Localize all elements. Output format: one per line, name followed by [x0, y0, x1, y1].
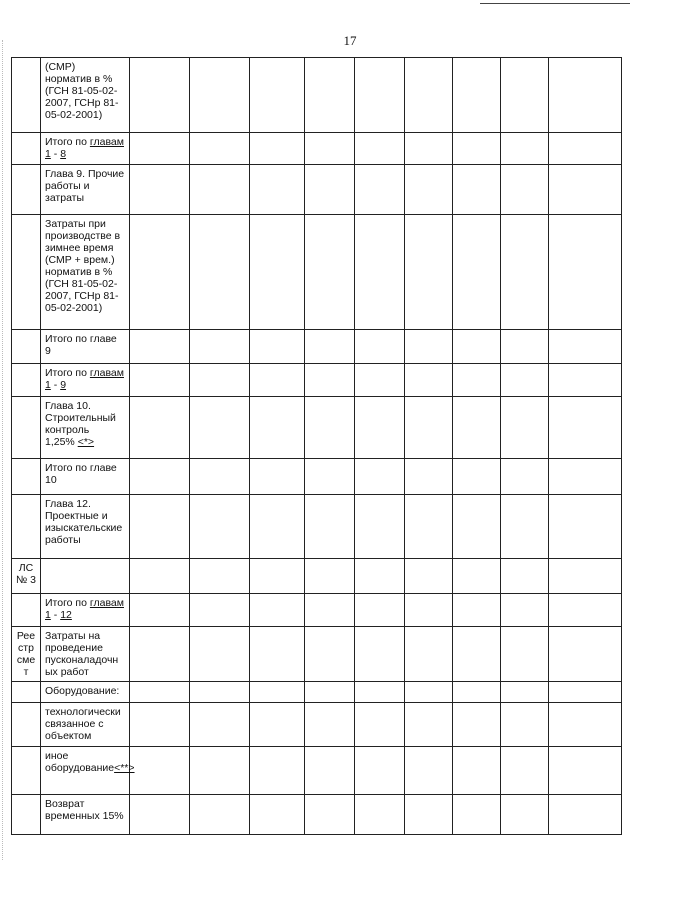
row-label-cell — [41, 747, 135, 795]
row-label-cell — [41, 165, 130, 215]
value-cell — [305, 133, 355, 165]
label-text: 9 — [45, 345, 51, 357]
label-text: изыскательские — [45, 522, 123, 534]
value-cell — [549, 364, 622, 397]
value-cell — [501, 165, 549, 215]
table-row — [12, 747, 622, 795]
value-cell — [549, 165, 622, 215]
value-cell — [501, 627, 549, 682]
value-cell — [355, 627, 405, 682]
value-cell — [190, 58, 250, 133]
value-cell — [250, 627, 305, 682]
value-cell — [305, 330, 355, 364]
value-cell — [305, 703, 355, 747]
value-cell — [453, 364, 501, 397]
row-label-cell — [41, 397, 130, 459]
value-cell — [501, 495, 549, 559]
table-row — [12, 703, 622, 747]
value-cell — [130, 330, 190, 364]
label-text: (СМР) — [45, 61, 76, 73]
label-text: Возврат — [45, 798, 85, 810]
label-text: Затраты на — [45, 630, 101, 642]
value-cell — [190, 364, 250, 397]
row-ref-cell — [12, 397, 41, 459]
value-cell — [405, 495, 453, 559]
value-cell — [453, 747, 501, 795]
label-text: Итого по — [45, 367, 90, 379]
page-number: 17 — [343, 33, 357, 48]
row-label-cell — [41, 703, 130, 747]
value-cell — [549, 133, 622, 165]
value-cell — [405, 330, 453, 364]
value-cell — [190, 215, 250, 330]
label-text: 2007, ГСНр 81- — [45, 97, 119, 109]
value-cell — [130, 133, 190, 165]
label-text: связанное с — [45, 718, 104, 730]
label-text: Оборудование: — [45, 685, 120, 697]
value-cell — [130, 495, 190, 559]
estimate-table — [11, 57, 622, 835]
value-cell — [549, 627, 622, 682]
table-body — [12, 58, 622, 835]
row-ref-cell — [12, 364, 41, 397]
label-text: (ГСН 81-05-02- — [45, 85, 118, 97]
value-cell — [549, 559, 622, 594]
table-row — [12, 682, 622, 703]
value-cell — [453, 215, 501, 330]
value-cell — [549, 795, 622, 835]
value-cell — [130, 627, 190, 682]
value-cell — [405, 459, 453, 495]
table-row — [12, 397, 622, 459]
row-ref-cell — [12, 215, 41, 330]
value-cell — [405, 364, 453, 397]
row-ref-cell — [12, 165, 41, 215]
value-cell — [405, 397, 453, 459]
value-cell — [190, 559, 250, 594]
table-row — [12, 215, 622, 330]
value-cell — [549, 330, 622, 364]
value-cell — [405, 795, 453, 835]
value-cell — [250, 682, 305, 703]
value-cell — [250, 215, 305, 330]
value-cell — [501, 594, 549, 627]
value-cell — [250, 397, 305, 459]
value-cell — [501, 703, 549, 747]
row-ref-cell — [12, 703, 41, 747]
value-cell — [305, 594, 355, 627]
label-text: 1 — [45, 379, 51, 391]
label-text: главам — [89, 367, 124, 379]
value-cell — [190, 703, 250, 747]
table-row — [12, 594, 622, 627]
label-text: Итого по главе — [45, 462, 117, 474]
label-text: (СМР + врем.) — [45, 254, 115, 266]
label-text: главам — [89, 597, 124, 609]
label-text: 1 — [45, 148, 51, 160]
table-row — [12, 459, 622, 495]
value-cell — [453, 703, 501, 747]
value-cell — [405, 559, 453, 594]
value-cell — [305, 165, 355, 215]
value-cell — [405, 594, 453, 627]
table-row — [12, 364, 622, 397]
value-cell — [130, 747, 190, 795]
value-cell — [453, 795, 501, 835]
value-cell — [501, 559, 549, 594]
label-text: пусконаладочн — [45, 654, 119, 666]
row-label-cell — [41, 594, 130, 627]
value-cell — [549, 703, 622, 747]
row-ref-cell — [12, 58, 41, 133]
value-cell — [501, 58, 549, 133]
value-cell — [250, 594, 305, 627]
value-cell — [501, 215, 549, 330]
value-cell — [130, 703, 190, 747]
value-cell — [355, 364, 405, 397]
value-cell — [549, 682, 622, 703]
value-cell — [355, 58, 405, 133]
value-cell — [501, 459, 549, 495]
label-text: 05-02-2001) — [45, 302, 103, 314]
label-text: работы — [45, 534, 81, 546]
label-text: 1 — [45, 609, 51, 621]
value-cell — [453, 165, 501, 215]
value-cell — [305, 495, 355, 559]
label-text: оборудование — [45, 762, 115, 774]
table-row — [12, 559, 622, 594]
value-cell — [355, 397, 405, 459]
table-row — [12, 627, 622, 682]
label-text: Итого по — [45, 597, 90, 609]
label-text: <*> — [77, 436, 95, 448]
row-label-cell — [41, 215, 130, 330]
row-ref-cell — [12, 682, 41, 703]
label-text: Глава 12. — [45, 498, 91, 510]
value-cell — [549, 215, 622, 330]
value-cell — [355, 703, 405, 747]
value-cell — [549, 397, 622, 459]
row-ref-cell — [12, 459, 41, 495]
table-row — [12, 133, 622, 165]
value-cell — [190, 627, 250, 682]
top-rule — [480, 3, 630, 4]
value-cell — [305, 364, 355, 397]
row-ref-cell: ЛС № 3 — [12, 559, 41, 594]
value-cell — [190, 495, 250, 559]
label-text: временных 15% — [45, 810, 124, 822]
value-cell — [305, 682, 355, 703]
value-cell — [250, 133, 305, 165]
label-text: Глава 9. Прочие — [45, 168, 125, 180]
row-label-cell — [41, 459, 130, 495]
row-ref-cell — [12, 795, 41, 835]
value-cell — [355, 682, 405, 703]
label-text: иное — [45, 750, 69, 762]
value-cell — [250, 58, 305, 133]
value-cell — [405, 133, 453, 165]
label-text: технологически — [45, 706, 121, 718]
value-cell — [549, 459, 622, 495]
label-text: норматив в % — [45, 266, 113, 278]
value-cell — [130, 364, 190, 397]
label-text: 8 — [60, 148, 67, 160]
label-text: объектом — [45, 730, 92, 742]
value-cell — [190, 397, 250, 459]
value-cell — [501, 364, 549, 397]
label-text: 1,25% — [45, 436, 78, 448]
value-cell — [453, 330, 501, 364]
value-cell — [250, 795, 305, 835]
value-cell — [130, 594, 190, 627]
row-ref-cell — [12, 747, 41, 795]
value-cell — [305, 627, 355, 682]
value-cell — [250, 364, 305, 397]
value-cell — [355, 795, 405, 835]
value-cell — [405, 627, 453, 682]
label-text: проведение — [45, 642, 103, 654]
value-cell — [501, 330, 549, 364]
value-cell — [305, 795, 355, 835]
value-cell — [453, 594, 501, 627]
value-cell — [453, 58, 501, 133]
row-label-cell — [41, 795, 130, 835]
value-cell — [453, 495, 501, 559]
scan-edge-artifact — [2, 40, 5, 860]
row-ref-cell — [12, 133, 41, 165]
row-label-cell — [41, 682, 130, 703]
value-cell — [405, 682, 453, 703]
table-row — [12, 495, 622, 559]
row-label-cell — [41, 627, 130, 682]
label-text: производстве в — [45, 230, 121, 242]
value-cell — [405, 58, 453, 133]
value-cell — [190, 459, 250, 495]
label-text: Глава 10. — [45, 400, 91, 412]
value-cell — [549, 747, 622, 795]
value-cell — [130, 397, 190, 459]
value-cell — [190, 594, 250, 627]
value-cell — [355, 747, 405, 795]
value-cell — [130, 559, 190, 594]
value-cell — [130, 165, 190, 215]
value-cell — [549, 58, 622, 133]
value-cell — [453, 682, 501, 703]
value-cell — [355, 133, 405, 165]
value-cell — [250, 495, 305, 559]
label-text: работы и — [45, 180, 90, 192]
value-cell — [250, 747, 305, 795]
label-text: 10 — [45, 474, 57, 486]
row-label-cell — [41, 364, 130, 397]
label-text: 12 — [60, 609, 72, 621]
value-cell — [453, 559, 501, 594]
value-cell — [355, 594, 405, 627]
row-label-cell — [41, 133, 130, 165]
value-cell — [250, 330, 305, 364]
value-cell — [130, 215, 190, 330]
value-cell — [355, 165, 405, 215]
value-cell — [250, 559, 305, 594]
value-cell — [501, 747, 549, 795]
value-cell — [501, 397, 549, 459]
value-cell — [190, 165, 250, 215]
value-cell — [130, 459, 190, 495]
value-cell — [190, 682, 250, 703]
value-cell — [190, 747, 250, 795]
label-text: - — [50, 379, 61, 391]
label-text: затраты — [45, 192, 85, 204]
label-text: зимнее время — [45, 242, 114, 254]
row-ref-cell — [12, 330, 41, 364]
label-text: <**> — [114, 762, 135, 774]
value-cell — [250, 165, 305, 215]
label-text: 2007, ГСНр 81- — [45, 290, 119, 302]
label-text: норматив в % — [45, 73, 113, 85]
value-cell — [305, 747, 355, 795]
label-text: ых работ — [45, 666, 89, 678]
row-label-cell — [41, 559, 130, 594]
value-cell — [453, 627, 501, 682]
value-cell — [405, 747, 453, 795]
value-cell — [250, 703, 305, 747]
value-cell — [190, 133, 250, 165]
value-cell — [549, 495, 622, 559]
value-cell — [355, 215, 405, 330]
row-ref-cell: Рее стр сме т — [12, 627, 41, 682]
value-cell — [405, 215, 453, 330]
value-cell — [355, 495, 405, 559]
value-cell — [305, 559, 355, 594]
value-cell — [130, 795, 190, 835]
row-label-cell — [41, 58, 130, 133]
value-cell — [549, 594, 622, 627]
value-cell — [190, 795, 250, 835]
label-text: Затраты при — [45, 218, 106, 230]
value-cell — [453, 397, 501, 459]
row-label-cell — [41, 495, 130, 559]
label-text: контроль — [45, 424, 90, 436]
table-row — [12, 58, 622, 133]
value-cell — [453, 133, 501, 165]
value-cell — [453, 459, 501, 495]
row-ref-cell — [12, 594, 41, 627]
value-cell — [501, 682, 549, 703]
value-cell — [305, 58, 355, 133]
label-text: 9 — [60, 379, 67, 391]
label-text: - — [50, 148, 61, 160]
value-cell — [501, 133, 549, 165]
table-row — [12, 330, 622, 364]
label-text: Проектные и — [45, 510, 108, 522]
row-ref-cell — [12, 495, 41, 559]
value-cell — [305, 215, 355, 330]
row-label-cell — [41, 330, 130, 364]
label-text: - — [50, 609, 61, 621]
label-text: Итого по главе — [45, 333, 117, 345]
label-text: (ГСН 81-05-02- — [45, 278, 118, 290]
label-text: главам — [89, 136, 124, 148]
value-cell — [405, 703, 453, 747]
label-text: Итого по — [45, 136, 90, 148]
table-row — [12, 795, 622, 835]
value-cell — [130, 58, 190, 133]
value-cell — [305, 459, 355, 495]
value-cell — [190, 330, 250, 364]
label-text: Строительный — [45, 412, 116, 424]
value-cell — [355, 330, 405, 364]
value-cell — [355, 459, 405, 495]
value-cell — [250, 459, 305, 495]
value-cell — [305, 397, 355, 459]
value-cell — [130, 682, 190, 703]
value-cell — [501, 795, 549, 835]
value-cell — [355, 559, 405, 594]
table-row — [12, 165, 622, 215]
label-text: 05-02-2001) — [45, 109, 103, 121]
value-cell — [405, 165, 453, 215]
